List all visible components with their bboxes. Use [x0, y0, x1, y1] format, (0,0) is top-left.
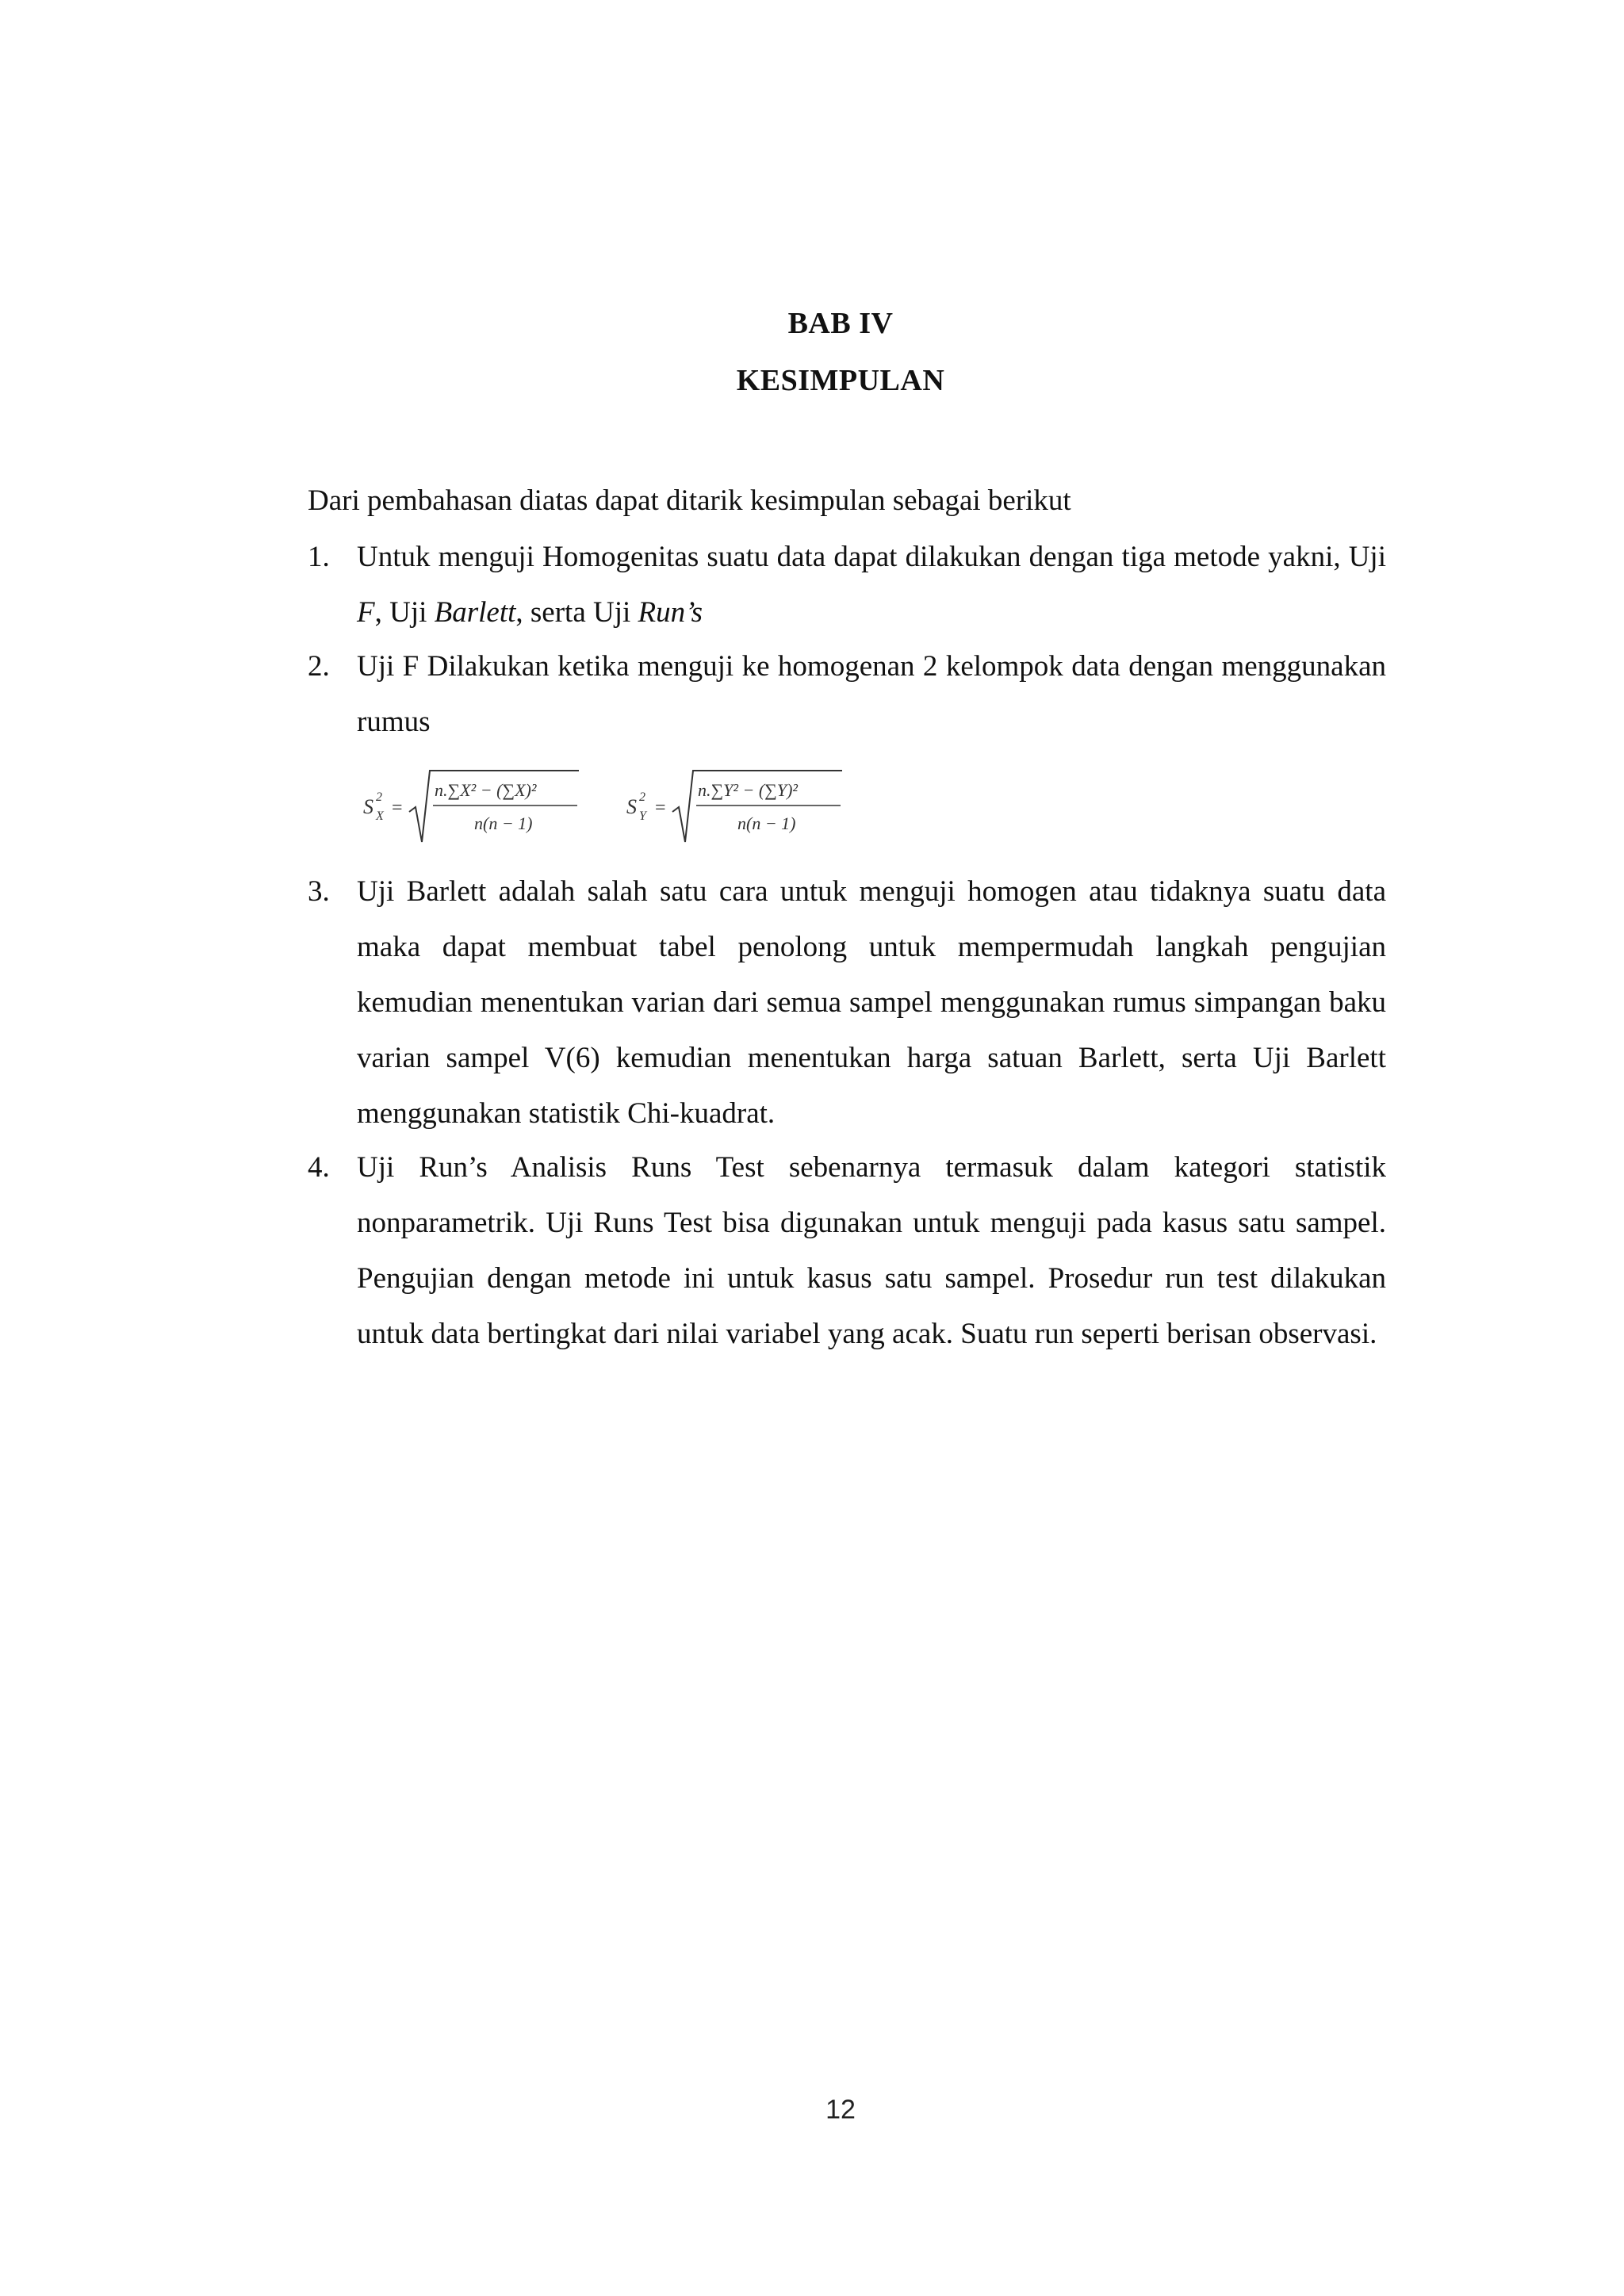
list-number: 1. — [308, 541, 330, 573]
intro-paragraph: Dari pembahasan diatas dapat ditarik kesimpulan sebagai berikut — [308, 484, 1071, 517]
page-number: 12 — [825, 2095, 856, 2125]
formula-sup: 2 — [639, 790, 645, 804]
list-number: 3. — [308, 875, 330, 908]
formula-lhs: S — [626, 795, 637, 818]
formula-eq: = — [655, 798, 666, 818]
chapter-label: BAB IV — [787, 307, 894, 340]
list-text: Untuk menguji Homogenitas suatu data dapat dilakukan dengan tiga metode yakni, Uji F, Uji Barlett, serta Uji Run’s — [357, 541, 1386, 629]
list-item — [308, 1140, 1386, 1362]
formula-sup: 2 — [376, 790, 382, 804]
formula-numerator: n.∑X² − (∑X)² — [435, 780, 537, 800]
chapter-title: KESIMPULAN — [736, 364, 945, 397]
list-text: Uji Barlett adalah salah satu cara untuk menguji homogen atau tidaknya suatu data maka dapat membuat tabel penolong untuk mempermudah langkah pengujian kemudian menentukan varian dari semua sampel menggunakan rumus simpangan baku varian sampel V(6) kemudian menentukan harga satuan Barlett, serta Uji Barlett menggunakan statistik Chi-kuadrat. — [357, 875, 1386, 1130]
list-text: Uji Run’s Analisis Runs Test sebenarnya termasuk dalam kategori statistik nonparametrik. Uji Runs Test bisa digunakan untuk menguji pada kasus satu sampel. Pengujian dengan metode ini untuk kasus satu sampel. Prosedur run test dilakukan untuk data bertingkat dari nilai variabel yang acak. Suatu run seperti berisan observasi. — [357, 1151, 1386, 1350]
formula-sub: X — [376, 809, 384, 823]
list-text: Uji F Dilakukan ketika menguji ke homogenan 2 kelompok data dengan menggunakan rumus — [357, 650, 1386, 738]
formula-sy — [626, 766, 848, 853]
formula-lhs: S — [363, 795, 373, 818]
formula-denominator: n(n − 1) — [474, 813, 533, 833]
formula-sub: Y — [639, 809, 646, 823]
list-item — [308, 639, 1386, 750]
list-item — [308, 864, 1386, 1142]
formula-sx — [363, 766, 585, 853]
list-number: 4. — [308, 1151, 330, 1184]
formula-eq: = — [392, 798, 403, 818]
list-number: 2. — [308, 650, 330, 683]
list-item — [308, 530, 1386, 641]
formula-denominator: n(n − 1) — [737, 813, 796, 833]
formula-numerator: n.∑Y² − (∑Y)² — [698, 780, 799, 800]
